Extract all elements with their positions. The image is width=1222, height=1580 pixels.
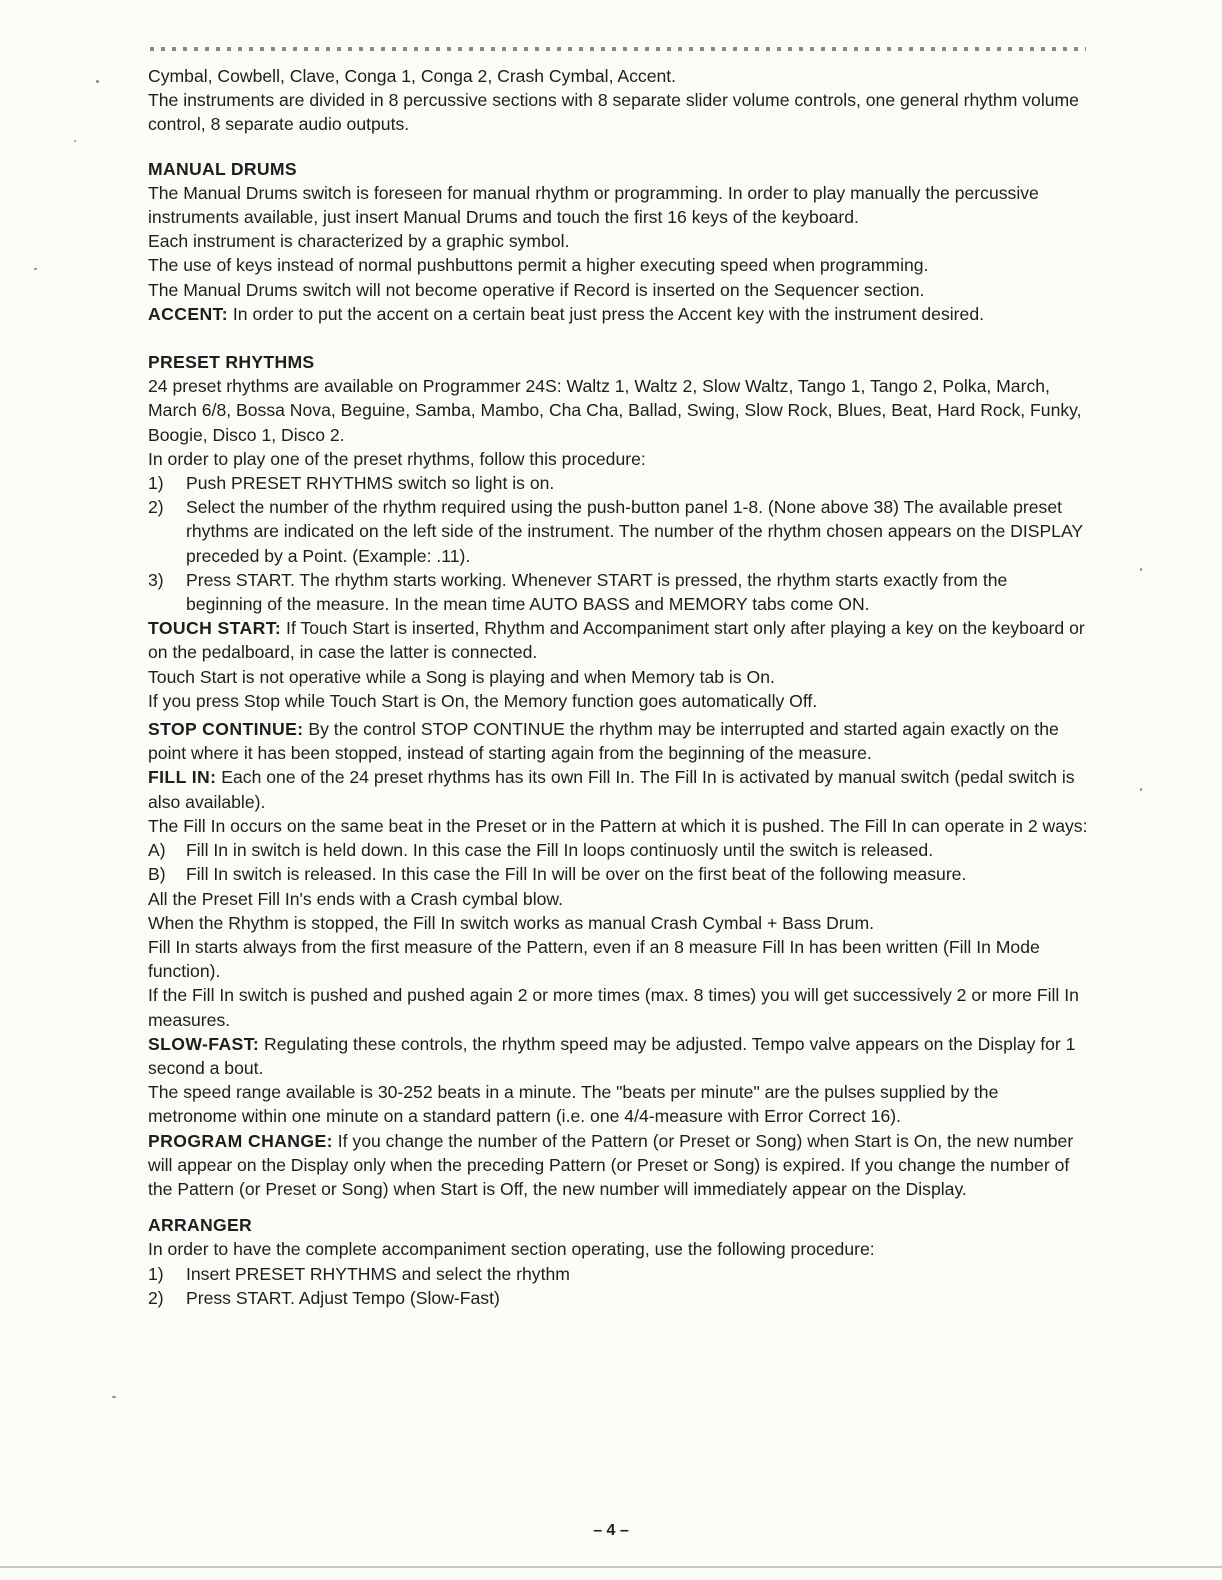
- section-heading: MANUAL DRUMS: [148, 158, 297, 179]
- list-marker: 1): [148, 473, 164, 494]
- list-item: [148, 862, 1088, 886]
- list-marker: A): [148, 840, 166, 861]
- scan-speck: [74, 140, 76, 142]
- list-item: [148, 568, 1088, 616]
- fill-in-label: FILL IN:: [148, 767, 217, 788]
- list-text: Fill In in switch is held down. In this case the Fill In loops continuosly until the switch is released.: [186, 840, 934, 861]
- paragraph: If the Fill In switch is pushed and pushed again 2 or more times (max. 8 times) you will get successively 2 or more Fill In measures.: [148, 985, 1079, 1030]
- fill-in-paragraph: [148, 765, 1088, 813]
- stop-continue-label: STOP CONTINUE:: [148, 719, 304, 740]
- list-item: [148, 495, 1088, 568]
- slow-fast-text: Regulating these controls, the rhythm speed may be adjusted. Tempo valve appears on the Display for 1 second a bout.: [148, 1033, 1076, 1078]
- section-heading: ARRANGER: [148, 1215, 253, 1236]
- list-marker: 2): [148, 1287, 164, 1308]
- list-text: Press START. The rhythm starts working. Whenever START is pressed, the rhythm starts exactly from the beginning of the measure. In the mean time AUTO BASS and MEMORY tabs come ON.: [186, 569, 1008, 615]
- scan-speck: [112, 1396, 116, 1398]
- slow-fast-label: SLOW-FAST:: [148, 1033, 260, 1054]
- slow-fast-paragraph: [148, 1032, 1088, 1080]
- accent-label: ACCENT:: [148, 303, 229, 324]
- paragraph: Fill In starts always from the first measure of the Pattern, even if an 8 measure Fill In has been written (Fill In Mode function).: [148, 936, 1040, 982]
- stop-continue-text: By the control STOP CONTINUE the rhythm may be interrupted and started again exactly on the point where it has been stopped, instead of starting again from the beginning of the measure.: [148, 719, 1059, 764]
- paragraph: When the Rhythm is stopped, the Fill In switch works as manual Crash Cymbal + Bass Drum.: [148, 912, 875, 933]
- paragraph: The Fill In occurs on the same beat in the Preset or in the Pattern at which it is pushed. The Fill In can operate in 2 ways:: [148, 815, 1088, 836]
- accent-text: In order to put the accent on a certain beat just press the Accent key with the instrument desired.: [228, 303, 984, 324]
- scan-bottom-edge: [0, 1566, 1222, 1568]
- program-change-label: PROGRAM CHANGE:: [148, 1130, 333, 1151]
- list-item: [148, 1262, 1088, 1286]
- paragraph: In order to play one of the preset rhythms, follow this procedure:: [148, 448, 646, 469]
- list-marker: 2): [148, 497, 164, 518]
- touch-start-label: TOUCH START:: [148, 618, 282, 639]
- page-number: – 4 –: [593, 1522, 629, 1539]
- program-change-paragraph: [148, 1129, 1088, 1202]
- list-item: [148, 838, 1088, 862]
- list-text: Insert PRESET RHYTHMS and select the rhythm: [186, 1263, 570, 1284]
- scan-speck: [34, 268, 37, 270]
- paragraph: The Manual Drums switch is foreseen for manual rhythm or programming. In order to play manually the percussive instruments available, just insert Manual Drums and touch the first 16 keys of the keyboard.: [148, 182, 1039, 228]
- paragraph: All the Preset Fill In's ends with a Crash cymbal blow.: [148, 888, 564, 909]
- list-text: Push PRESET RHYTHMS switch so light is on.: [186, 473, 555, 494]
- arranger-section: [148, 1213, 1088, 1310]
- section-heading: PRESET RHYTHMS: [148, 352, 315, 373]
- list-marker: B): [148, 864, 166, 885]
- list-item: [148, 1286, 1088, 1310]
- intro-line-2: The instruments are divided in 8 percussive sections with 8 separate slider volume controls, one general rhythm volume control, 8 separate audio outputs.: [148, 90, 1079, 135]
- intro-section: [148, 64, 1088, 137]
- paragraph: If you press Stop while Touch Start is On, the Memory function goes automatically Off.: [148, 690, 818, 711]
- list-text: Select the number of the rhythm required using the push-button panel 1-8. (None above 38) The available preset rhythms are indicated on the left side of the instrument. The number of the rhythm chosen appears on the DISPLAY preceded by a Point. (Example: .11).: [186, 497, 1083, 566]
- fill-in-text: Each one of the 24 preset rhythms has its own Fill In. The Fill In is activated by manual switch (pedal switch is also available).: [148, 767, 1075, 812]
- paragraph: The Manual Drums switch will not become operative if Record is inserted on the Sequencer section.: [148, 279, 925, 300]
- touch-start-text: If Touch Start is inserted, Rhythm and Accompaniment start only after playing a key on the keyboard or on the pedalboard, in case the latter is connected.: [148, 618, 1085, 663]
- program-change-text: If you change the number of the Pattern (or Preset or Song) when Start is On, the new number will appear on the Display only when the preceding Pattern (or Preset or Song) is expired. If you change the number of the Pattern (or Preset or Song) when Start is Off, the new number will immediately appear on the Display.: [148, 1130, 1074, 1199]
- scan-speck: [1140, 788, 1142, 791]
- scan-speck: [1140, 568, 1142, 571]
- accent-paragraph: [148, 302, 1088, 326]
- touch-start-paragraph: [148, 616, 1088, 664]
- paragraph: Each instrument is characterized by a graphic symbol.: [148, 231, 570, 252]
- document-page: [148, 40, 1088, 1310]
- list-text: Fill In switch is released. In this case the Fill In will be over on the first beat of the following measure.: [186, 864, 967, 885]
- list-item: [148, 471, 1088, 495]
- intro-line-1: Cymbal, Cowbell, Clave, Conga 1, Conga 2, Crash Cymbal, Accent.: [148, 66, 677, 86]
- paragraph: The use of keys instead of normal pushbuttons permit a higher executing speed when programming.: [148, 255, 929, 276]
- preset-rhythms-section: [148, 350, 1088, 1201]
- manual-drums-section: [148, 157, 1088, 326]
- paragraph: The speed range available is 30-252 beats in a minute. The "beats per minute" are the pulses supplied by the metronome within one minute on a standard pattern (i.e. one 4/4-measure with Error Correct 16).: [148, 1082, 999, 1127]
- scan-speck: [96, 80, 99, 83]
- paragraph: 24 preset rhythms are available on Programmer 24S: Waltz 1, Waltz 2, Slow Waltz, Tango 1, Tango 2, Polka, March, March 6/8, Bossa Nova, Beguine, Samba, Mambo, Cha Cha, Ballad, Swing, Slow Rock, Blues, Beat, Hard Rock, Funky, Boogie, Disco 1, Disco 2.: [148, 376, 1082, 445]
- list-marker: 1): [148, 1263, 164, 1284]
- list-text: Press START. Adjust Tempo (Slow-Fast): [186, 1287, 500, 1308]
- paragraph: In order to have the complete accompaniment section operating, use the following procedure:: [148, 1239, 875, 1260]
- list-marker: 3): [148, 569, 164, 590]
- paragraph: Touch Start is not operative while a Song is playing and when Memory tab is On.: [148, 666, 775, 687]
- stop-continue-paragraph: [148, 717, 1088, 765]
